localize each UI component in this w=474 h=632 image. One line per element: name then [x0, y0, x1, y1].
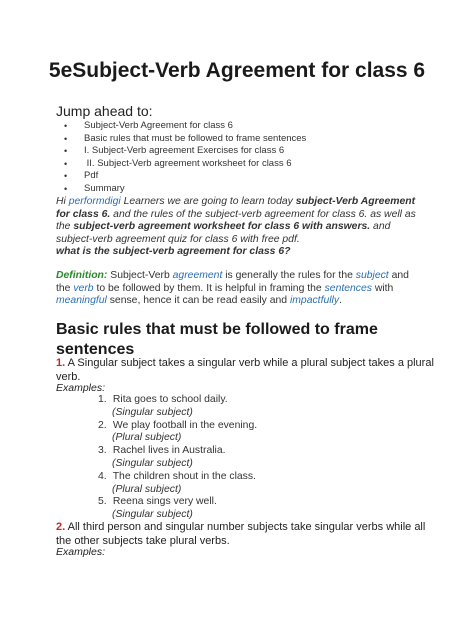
example-sentence: We play football in the evening. — [112, 419, 258, 431]
definition-text: sense, hence it can be read easily and — [106, 295, 290, 307]
example-number: 5. — [98, 496, 107, 508]
intro-paragraph — [56, 196, 426, 259]
example-sentence: Reena sings very well. — [112, 496, 217, 508]
table-of-contents — [64, 120, 306, 195]
example-note: (Singular subject) — [112, 406, 193, 418]
page-title: 5eSubject-Verb Agreement for class 6 — [48, 59, 426, 82]
example-note: (Singular subject) — [112, 509, 193, 521]
example-item — [98, 420, 257, 446]
intro-bold-2: subject-verb agreement worksheet for class 6 with answers. — [73, 221, 371, 233]
keyword-verb: verb — [73, 282, 94, 294]
rule-number: 2. — [56, 521, 66, 533]
keyword-agreement: agreement — [172, 270, 223, 281]
example-note: (Singular subject) — [112, 457, 193, 469]
toc-item[interactable]: • Subject-Verb Agreement for class 6 — [64, 120, 306, 133]
example-number: 3. — [98, 445, 107, 457]
intro-text: and subject-verb agreement quiz for class 6 with free pdf. — [56, 221, 391, 245]
example-note: (Plural subject) — [112, 432, 182, 444]
definition-text: . — [339, 295, 342, 307]
rule-text: All third person and singular number subjects take singular verbs while all the other subjects take plural verbs. — [56, 521, 426, 547]
examples-label: Examples: — [56, 546, 106, 558]
toc-item[interactable]: • Basic rules that must be followed to frame sentences — [64, 133, 306, 146]
definition-text: with — [371, 282, 394, 294]
examples-label: Examples: — [56, 382, 106, 394]
example-number: 4. — [98, 470, 107, 482]
toc-item[interactable]: • II. Subject-Verb agreement worksheet for class 6 — [64, 158, 306, 171]
intro-text: and the rules of the subject-verb agreement for class 6. as well as the — [56, 208, 416, 233]
example-item — [98, 445, 257, 471]
example-sentence: Rachel lives in Australia. — [112, 445, 226, 457]
intro-greeting: Hi — [56, 196, 69, 207]
examples-list — [98, 394, 257, 522]
toc-heading: Jump ahead to: — [56, 103, 153, 119]
definition-label: Definition: — [56, 270, 108, 281]
section-heading: Basic rules that must be followed to frame sentences — [56, 321, 378, 358]
toc-item[interactable]: • Summary — [64, 183, 306, 196]
definition-paragraph — [56, 270, 426, 308]
definition-text: and the — [56, 270, 409, 294]
rule-text: A Singular subject takes a singular verb while a plural subject takes a plural verb. — [56, 357, 434, 383]
intro-bold-1: subject-Verb Agreement for class 6. — [56, 196, 416, 220]
toc-item[interactable]: • I. Subject-Verb agreement Exercises for class 6 — [64, 145, 306, 158]
example-note: (Plural subject) — [112, 483, 182, 495]
rule-number: 1. — [56, 357, 66, 369]
example-sentence: Rita goes to school daily. — [112, 394, 228, 405]
example-item — [98, 394, 257, 420]
intro-question: what is the subject-verb agreement for class 6? — [56, 246, 291, 258]
definition-text: to be followed by them. It is helpful in framing the — [93, 282, 325, 294]
intro-text: Learners we are going to learn today — [120, 196, 296, 207]
author-link[interactable]: performdigi — [68, 196, 121, 207]
keyword-sentences: sentences — [324, 282, 372, 294]
keyword-subject: subject — [355, 270, 389, 281]
definition-text: is generally the rules for the — [222, 270, 356, 281]
keyword-meaningful: meaningful — [56, 295, 107, 307]
rule-2 — [56, 521, 436, 548]
rule-1 — [56, 357, 436, 384]
example-number: 2. — [98, 419, 107, 431]
example-number: 1. — [98, 394, 107, 405]
example-sentence: The children shout in the class. — [112, 470, 256, 482]
definition-text: Subject-Verb — [107, 270, 173, 281]
keyword-impactfully: impactfully — [289, 295, 340, 307]
toc-item[interactable]: • Pdf — [64, 170, 306, 183]
example-item — [98, 496, 257, 522]
example-item — [98, 471, 257, 497]
